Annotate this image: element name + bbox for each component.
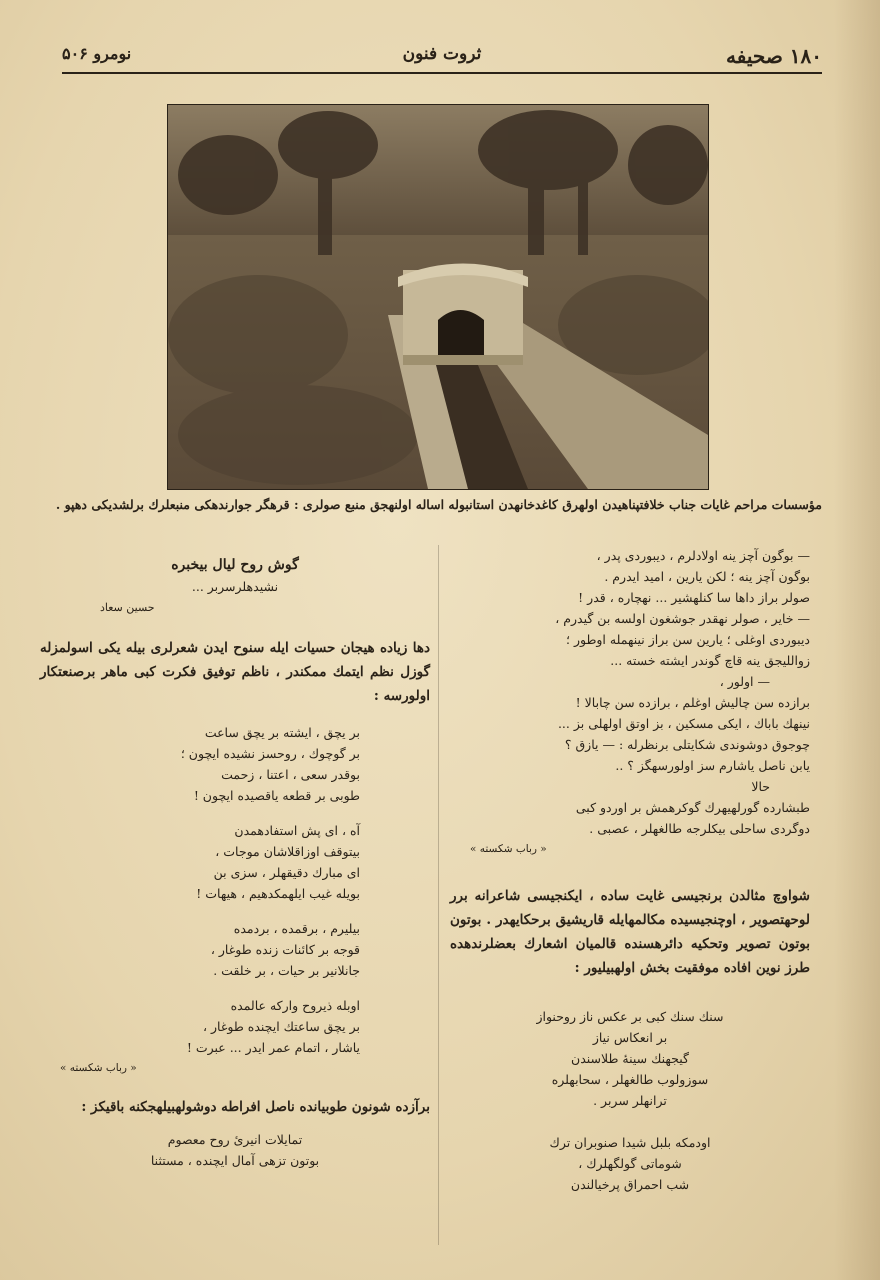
dialogue-poem (450, 545, 810, 839)
poem-line: چوجوق دوشوندی شکایتلی برنظرله : — یازق ؟ (564, 737, 810, 752)
poem-line: بر گوچوك ، روحسز نشیده ایچون ؛ (180, 746, 360, 761)
poem-line: بوقدر سعی ، اعتنا ، زحمت (221, 767, 360, 782)
poem-line: اودمكه بلبل شیدا صنوبران ترك (549, 1135, 711, 1150)
poem-line: حالا (751, 779, 770, 794)
poem-line: — بوگون آچز ینه اولادلرم ، دیبوردی پدر ، (596, 548, 810, 563)
poem-subtitle: نشیدهلرسربر ... (191, 579, 279, 594)
poem-signature: « رباب شكسته » (470, 843, 547, 855)
stanza (40, 995, 430, 1058)
second-poem (450, 1006, 810, 1195)
right-column (450, 545, 810, 1195)
poem-title: گوش روح لیال بیخبره (171, 557, 299, 573)
poem-line: سنك سنك كبی بر عكس ناز روحنواز (536, 1009, 724, 1024)
poem-line: بوتون تزهی آمال ایچنده ، مستثنا (150, 1153, 320, 1168)
poem-line: قوجه بر كائنات زنده طوغار ، (210, 942, 360, 957)
poem-line: بر یچق ساعتك ایچنده طوغار ، (203, 1019, 360, 1034)
poem-line: دوگردی ساحلی بیكلرجه طالغهلر ، عصبی . (589, 821, 810, 836)
poem-line: بیتوقف اوزاقلاشان موجات ، (215, 844, 360, 859)
poem-line: برازده سن چالیش اوغلم ، برازده سن چابالا ! (575, 695, 810, 710)
poem-line: — خایر ، صولر نهقدر جوشغون اولسه بن گیدرم ، (555, 611, 810, 626)
poem-line: یاشار ، اتمام عمر ایدر ... عبرت ! (186, 1040, 360, 1055)
photo-caption: مؤسسات مراحم غایات جناب خلافتپناهیدن اولهرق کاغدخانهدن استانبوله اساله اولنهجق منبع صولری : قرهگر جوارندهکی منبعلرك برلشدیکی دهپو . (55, 497, 822, 512)
poem-line: بوگون آچز ینه ؛ لکن یارین ، امید ایدرم . (604, 569, 810, 584)
poem-line (450, 1111, 810, 1132)
poem-line: یابن ناصل یاشارم سز اولورسهگز ؟ .. (615, 758, 810, 773)
poem-line: جانلانیر بر حیات ، بر خلقت . (213, 963, 360, 978)
poem-line: طبشارده گورلهیهرك گوكرهمش بر اوردو كبی (575, 800, 810, 815)
closing-poem (40, 1129, 430, 1171)
poem-line: گیجهنك سینهٔ طلاسندن (571, 1051, 689, 1066)
poem-line: — اولور ، (719, 674, 770, 689)
photo-illustration (168, 105, 708, 489)
poem-line: ترانهلر سربر . (593, 1093, 667, 1108)
intro-paragraph: دها زیاده هیجان حسیات ایله سنوح ایدن شعرلری بیله یكی اسولمزله گوزل نظم ایتمك ممكندر ، ناظم توفیق فكرت كبی ماهر برصنعتكار اولورسه : (40, 640, 430, 704)
commentary-paragraph: شواوچ مثالدن برنجیسی غایت ساده ، ایكنجیسی شاعرانه برر لوحهتصویر ، اوچنجیسیده مكالمهایله قاریشیق برحكایهدر . بوتون بوتون تصویر وتحكیه دائرهسنده قالمیان اشعارك بعضلرندهده طرز نوین افاده موفقیت بخش اولهبیلیور : (450, 888, 810, 976)
page-header (62, 38, 822, 74)
column-divider (438, 545, 439, 1245)
poem-line: بیلیرم ، برقمده ، بردمده (233, 921, 360, 936)
stanza (40, 918, 430, 981)
stanza (40, 722, 430, 806)
poem-line: اوبله ذیروح وارکه عالمده (230, 998, 360, 1013)
stanza (40, 820, 430, 904)
page-edge-shadow (834, 0, 880, 1280)
poem-line: سوزولوب طالغهلر ، سحابهلره (551, 1072, 709, 1087)
poem-line: بویله غیب ایلهمكدهیم ، هیهات ! (196, 886, 360, 901)
aqueduct-photo (167, 104, 709, 490)
poem-line: شوماتی گولگهلرك ، (578, 1156, 682, 1171)
poem-signature: « رباب شكسته » (60, 1062, 137, 1074)
poem-line: بر یچق ، ایشته بر یچق ساعت (204, 725, 360, 740)
poem-line: تمایلات انیرئ روح معصوم (167, 1132, 303, 1147)
poem-line: آه ، ای پش استفادهمدن (234, 823, 360, 838)
poem-author: حسین سعاد (100, 601, 155, 614)
page-number-label: ۱۸۰ صحیفه (726, 44, 822, 68)
poem-line: نینهك باباك ، ایکی مسکین ، بز اوتق اولهلی بز ... (557, 716, 810, 731)
left-column (40, 555, 430, 1171)
poem-line: صولر براز داها سا كنلهشیر ... نهچاره ، قدر ! (578, 590, 810, 605)
poem-line: ای مبارك دقیقهلر ، سزی بن (213, 865, 360, 880)
poem-line: زواللیجق ینه قاچ گوندر ایشته خسته ... (610, 653, 810, 668)
poem-line: طوبی بر قطعه یاقصیده ایچون ! (193, 788, 360, 803)
magazine-title: ثروت فنون (402, 44, 482, 64)
closing-paragraph: برآزده شونون طوبیانده ناصل افراطه دوشولهبیلهجكنه باقیكز : (81, 1099, 430, 1115)
header-rule (62, 72, 822, 74)
poem-line: دیبوردی اوغلی ؛ یارین سن براز نینهمله اوطور ؛ (566, 632, 810, 647)
poem-line: شب احمراق پرخیالندن (570, 1177, 690, 1192)
issue-number-label: نومرو ۵۰۶ (62, 44, 132, 63)
poem-line: بر انعكاس نیاز (592, 1030, 668, 1045)
